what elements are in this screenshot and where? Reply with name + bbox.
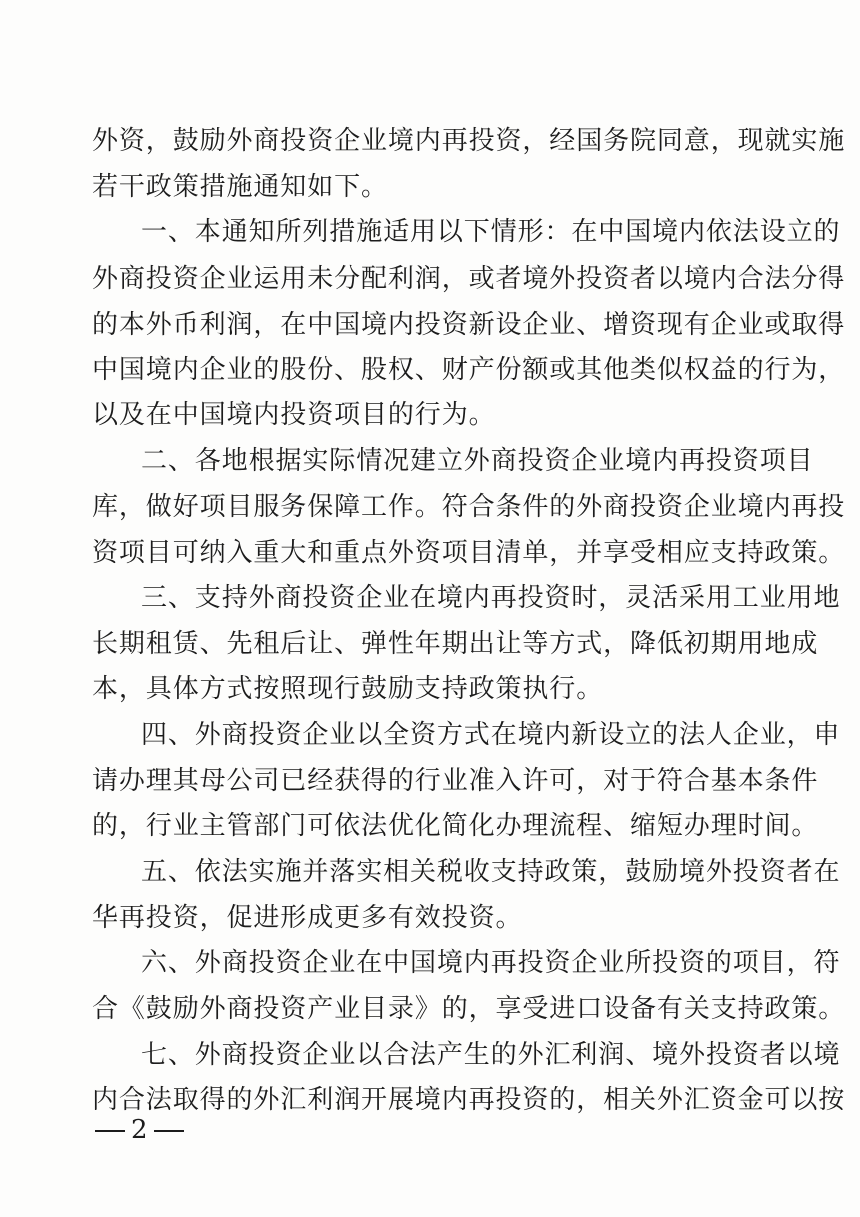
page-number: 2: [131, 1115, 148, 1145]
text-line: 中国境内企业的股份、股权、财产份额或其他类似权益的行为，: [92, 355, 846, 385]
text-line: 内合法取得的外汇利润开展境内再投资的，相关外汇资金可以按: [92, 1085, 846, 1115]
text-line: 本，具体方式按照现行鼓励支持政策执行。: [92, 674, 604, 704]
paragraph-3-start: 三、支持外商投资企业在境内再投资时，灵活采用工业用地: [141, 583, 841, 613]
text-line: 资项目可纳入重大和重点外资项目清单，并享受相应支持政策。: [92, 538, 846, 568]
paragraph-6-start: 六、外商投资企业在中国境内再投资企业所投资的项目，符: [141, 948, 841, 978]
text-line: 的，行业主管部门可依法优化简化办理流程、缩短办理时间。: [92, 811, 819, 841]
text-line: 以及在中国境内投资项目的行为。: [92, 400, 496, 430]
text-line: 外商投资企业运用未分配利润，或者境外投资者以境内合法分得: [92, 264, 846, 294]
paragraph-7-start: 七、外商投资企业以合法产生的外汇利润、境外投资者以境: [141, 1040, 841, 1070]
paragraph-5-start: 五、依法实施并落实相关税收支持政策，鼓励境外投资者在: [141, 857, 841, 887]
text-line: 外资，鼓励外商投资企业境内再投资，经国务院同意，现就实施: [92, 126, 846, 156]
text-line: 合《鼓励外商投资产业目录》的，享受进口设备有关支持政策。: [92, 994, 846, 1024]
text-line: 华再投资，促进形成更多有效投资。: [92, 903, 523, 933]
text-line: 若干政策措施通知如下。: [92, 172, 388, 202]
paragraph-4-start: 四、外商投资企业以全资方式在境内新设立的法人企业，申: [141, 720, 841, 750]
dash-left: [95, 1130, 125, 1132]
text-line: 长期租赁、先租后让、弹性年期出让等方式，降低初期用地成: [92, 629, 819, 659]
text-line: 库，做好项目服务保障工作。符合条件的外商投资企业境内再投: [92, 492, 846, 522]
text-line: 请办理其母公司已经获得的行业准入许可，对于符合基本条件: [92, 766, 819, 796]
paragraph-2-start: 二、各地根据实际情况建立外商投资企业境内再投资项目: [141, 446, 814, 476]
paragraph-1-start: 一、本通知所列措施适用以下情形：在中国境内依法设立的: [141, 217, 841, 247]
page-number-footer: [95, 1112, 184, 1148]
text-line: 的本外币利润，在中国境内投资新设企业、增资现有企业或取得: [92, 310, 846, 340]
dash-right: [154, 1130, 184, 1132]
